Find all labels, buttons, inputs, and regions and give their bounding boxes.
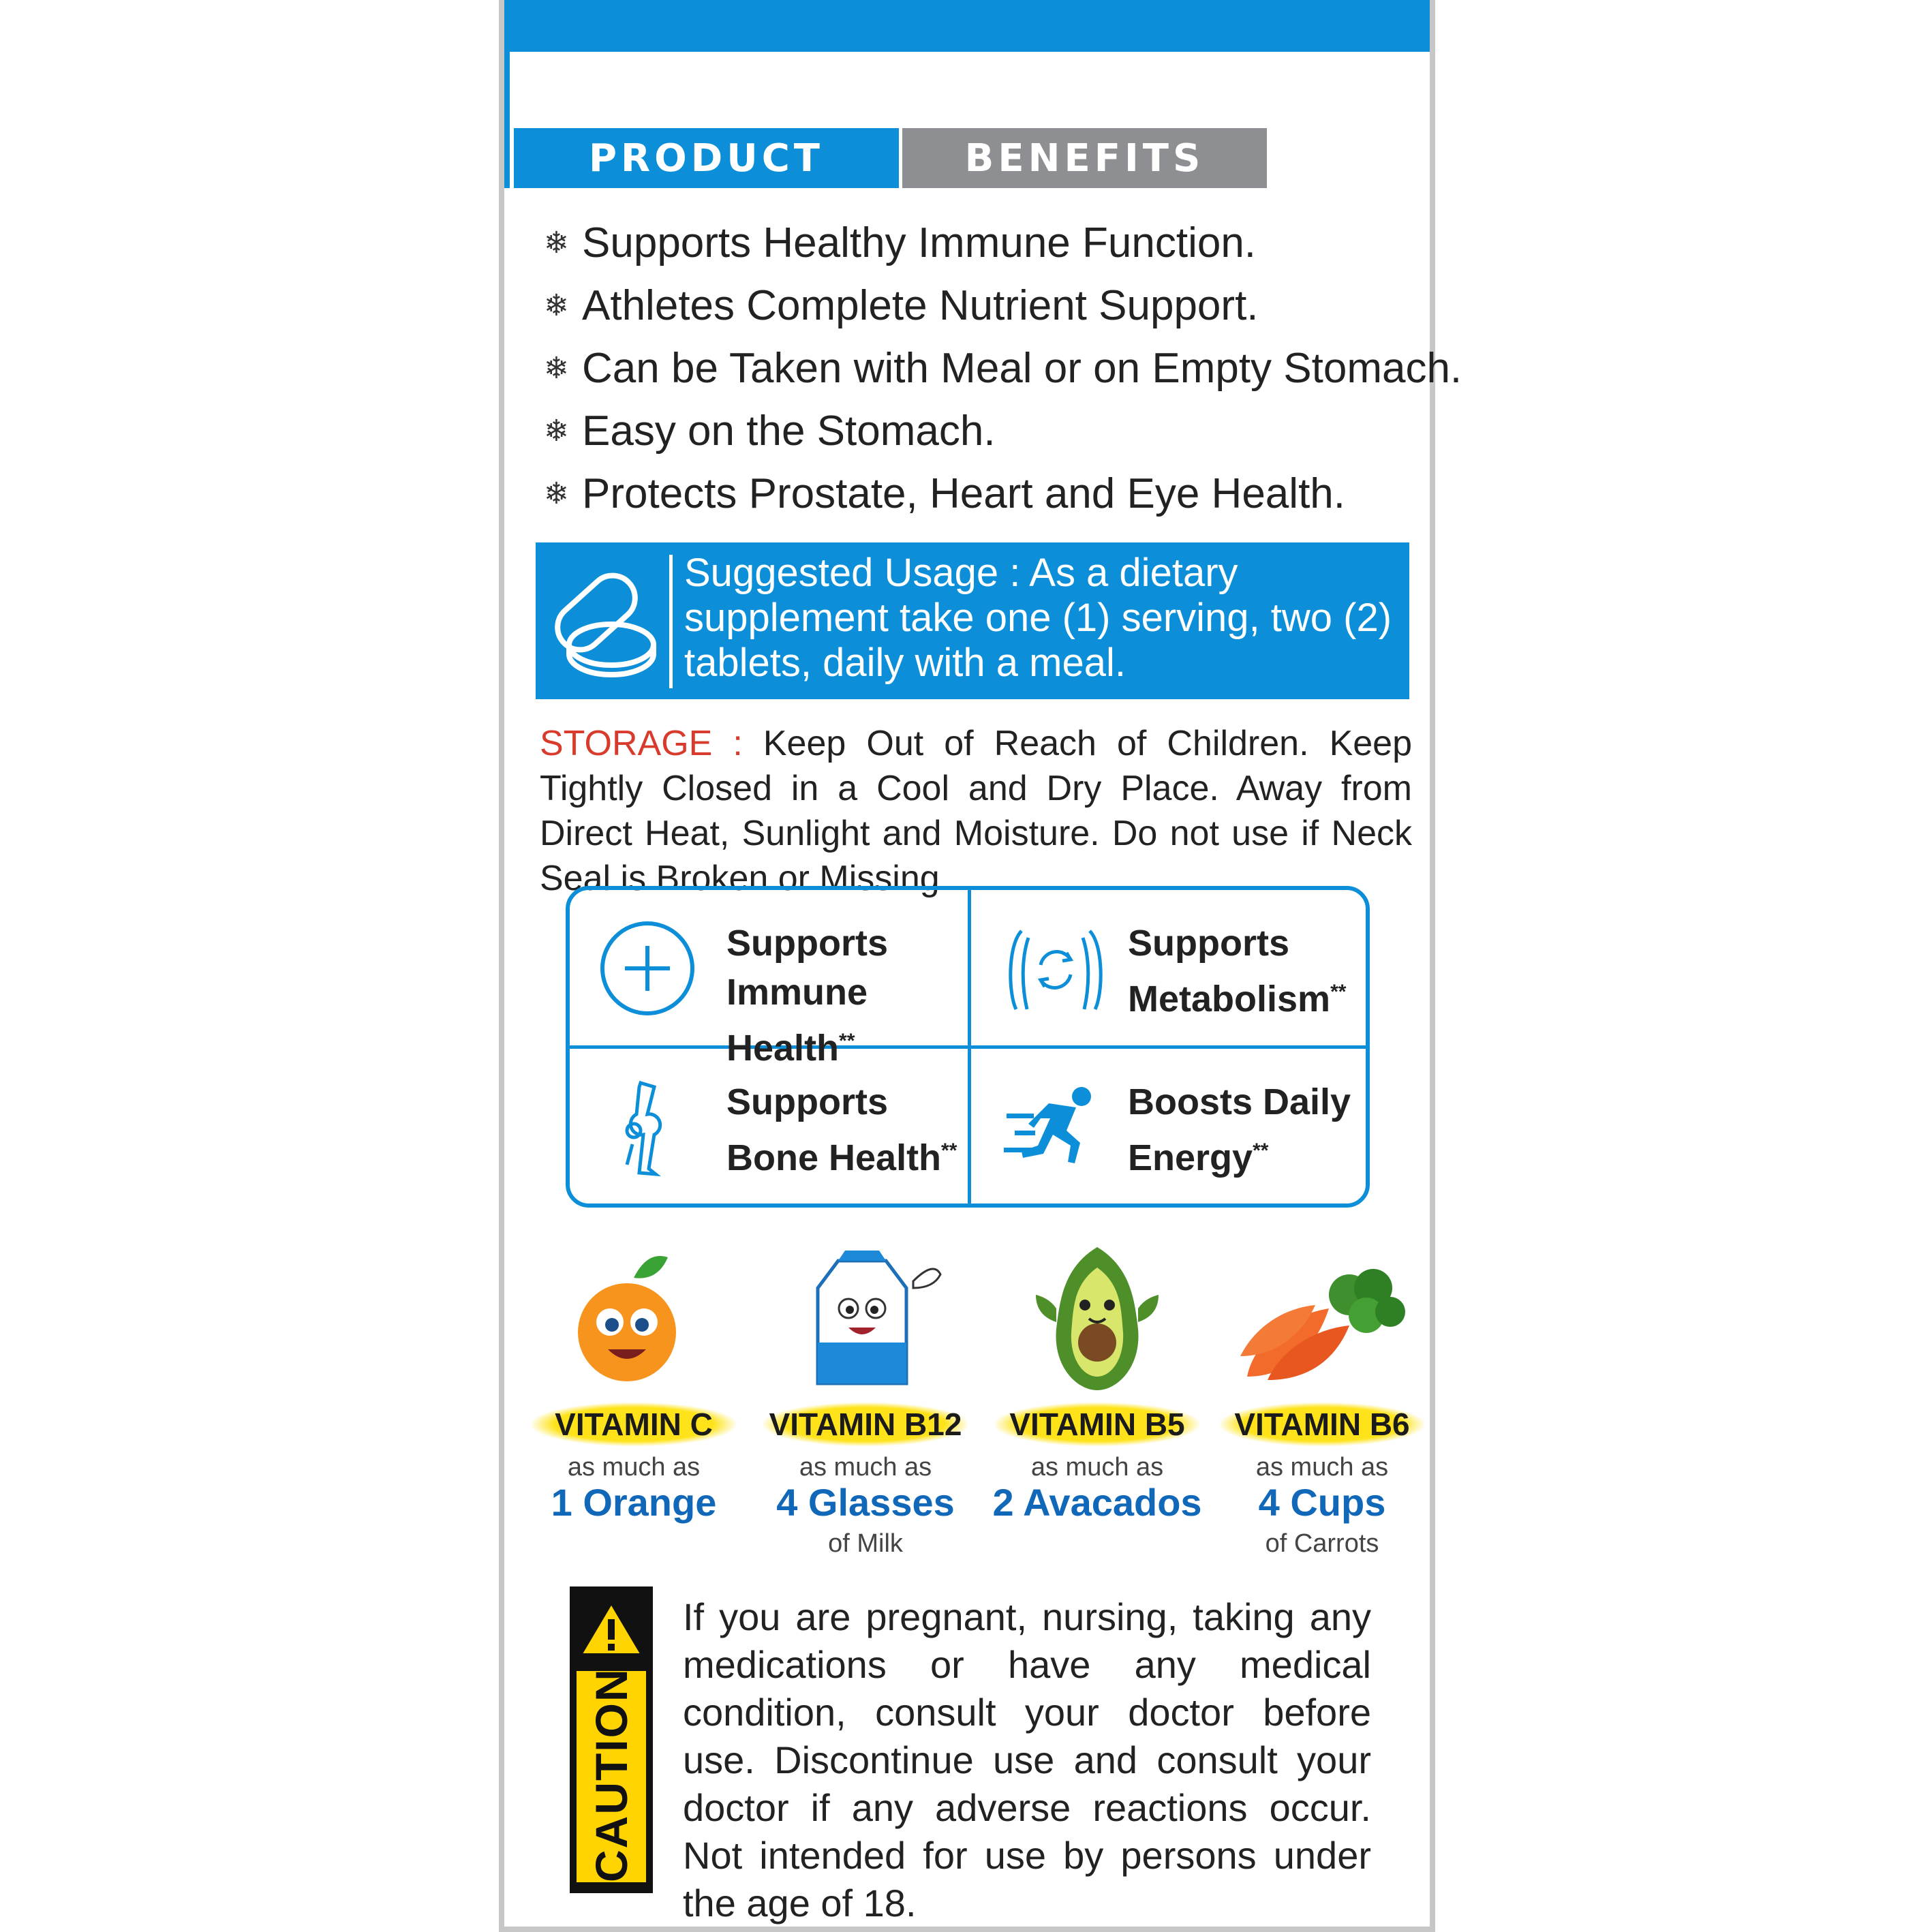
usage-text: Suggested Usage : As a dietary supplement take one (1) serving, two (2) tablets, daily with a meal. [684,551,1392,685]
caution-label: CAUTION [586,1668,637,1882]
vitamin-name: VITAMIN C [532,1402,736,1446]
feature-grid [566,886,1370,1208]
vitamin-post: of Carrots [1265,1529,1379,1558]
usage-divider [669,555,673,688]
vitamin-pre: as much as [1255,1453,1389,1482]
vitamin-name: VITAMIN B12 [763,1402,968,1446]
storage-label: STORAGE : [540,724,743,763]
accent-edge [504,52,510,188]
vitamin-pre: as much as [567,1453,701,1482]
vitamin-c [532,1240,736,1561]
plus-circle-icon [600,917,709,1019]
tablet-icon [547,563,662,679]
orange-character-icon [545,1240,722,1397]
header-product: PRODUCT [514,128,899,188]
vitamin-name: VITAMIN B5 [995,1402,1199,1446]
vitamin-amount: 4 Glasses [776,1481,955,1524]
feature-bone: Supports Bone Health** [570,1049,965,1204]
list-item: ❄ Supports Healthy Immune Function. [544,219,1257,266]
vitamin-b12 [763,1240,968,1561]
vitamin-amount: 2 Avacados [992,1481,1202,1524]
metabolism-body-icon [1001,917,1110,1019]
vitamin-name: VITAMIN B6 [1220,1402,1424,1446]
vitamin-amount: 4 Cups [1258,1481,1386,1524]
milk-carton-character-icon [777,1240,954,1397]
caution-text: If you are pregnant, nursing, taking any medications or have any medical condition, consult your doctor before use. Discontinue use and consult your doctor if any adverse reactions occur. Not intended for use by persons under the age of 18. [683,1595,1371,1925]
vitamin-comparison-row [532,1240,1431,1567]
vitamin-pre: as much as [799,1453,932,1482]
caution-badge [570,1586,653,1893]
feature-metabolism: Supports Metabolism** [971,890,1366,1045]
list-item: ❄ Can be Taken with Meal or on Empty Stomach. [544,344,1462,392]
snowflake-icon: ❄ [544,351,569,385]
list-item: ❄ Athletes Complete Nutrient Support. [544,281,1259,329]
avocado-character-icon [1009,1240,1186,1397]
vitamin-post: of Milk [828,1529,903,1558]
snowflake-icon: ❄ [544,226,569,260]
bone-joint-icon [600,1076,709,1178]
feature-immune: Supports Immune Health** [570,890,965,1045]
list-item: ❄ Protects Prostate, Heart and Eye Health. [544,470,1345,517]
storage-text: STORAGE : Keep Out of Reach of Children. Keep Tightly Closed in a Cool and Dry Place. Away from Direct Heat, Sunlight and Moisture. Do not use if Neck Seal is Broken or Missing. [540,724,1413,898]
benefits-list [544,211,1462,525]
feature-energy: Boosts Daily Energy** [971,1049,1366,1204]
snowflake-icon: ❄ [544,414,569,448]
snowflake-icon: ❄ [544,288,569,322]
list-item: ❄ Easy on the Stomach. [544,407,996,455]
suggested-usage-box [536,542,1409,699]
snowflake-icon: ❄ [544,476,569,510]
carrots-icon [1233,1240,1411,1397]
vitamin-pre: as much as [1030,1453,1164,1482]
vitamin-b5 [992,1240,1202,1561]
top-bar [504,0,1430,52]
header-benefits: BENEFITS [902,128,1267,188]
vitamin-amount: 1 Orange [551,1481,717,1524]
warning-icon [577,1599,646,1659]
product-panel [499,0,1462,1932]
vitamin-b6 [1220,1240,1424,1561]
runner-icon [1001,1076,1110,1178]
